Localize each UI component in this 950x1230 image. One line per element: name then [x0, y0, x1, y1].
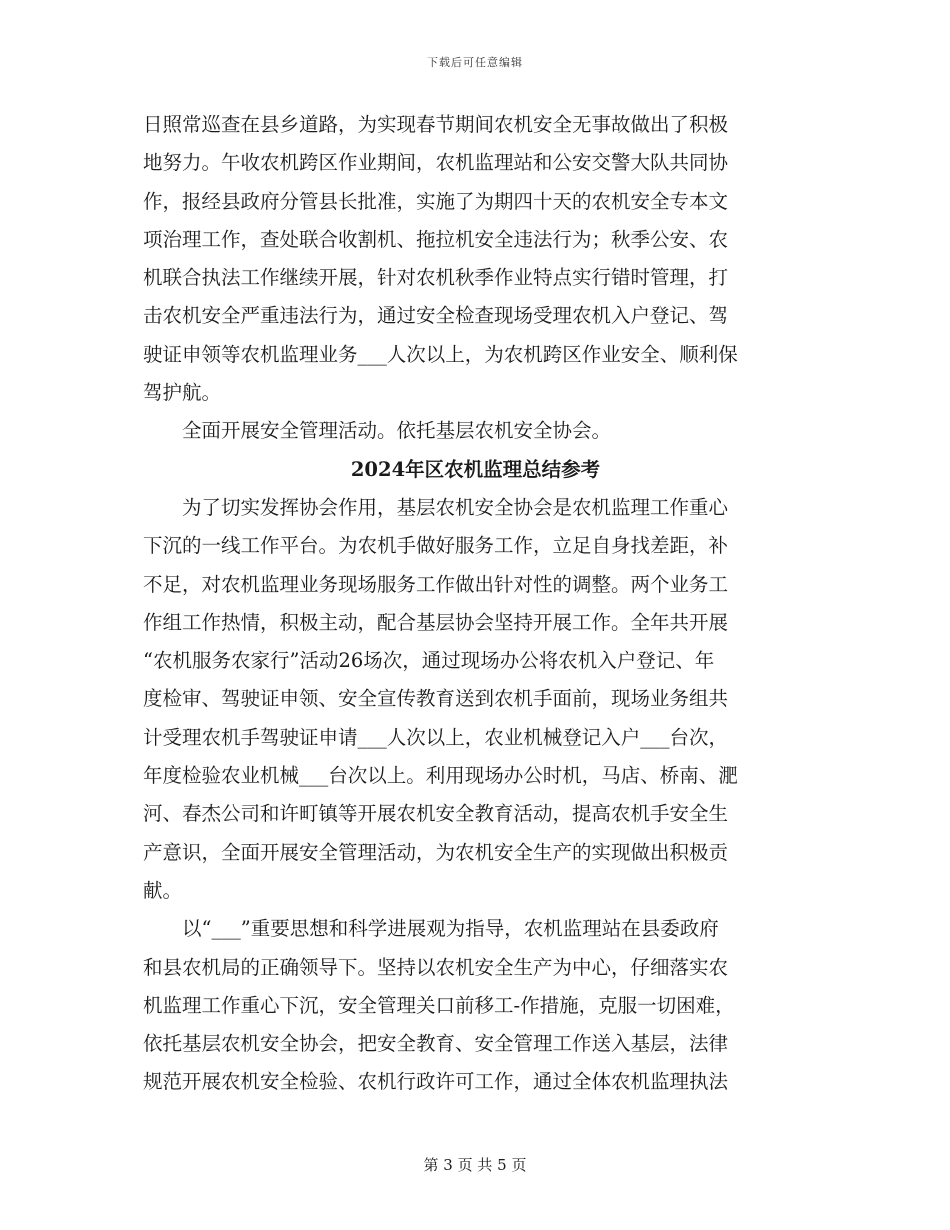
- page-header: 下载后可任意编辑: [427, 56, 523, 69]
- section-heading: 2024年区农机监理总结参考: [350, 457, 601, 481]
- text-line: 产意识，全面开展安全管理活动，为农机安全生产的实现做出积极贡: [143, 840, 729, 864]
- text-line: 全面开展安全管理活动。依托基层农机安全协会。: [143, 419, 612, 443]
- text-line: 规范开展农机安全检验、农机行政许可工作，通过全体农机监理执法: [143, 1070, 729, 1094]
- text-line: 作，报经县政府分管县长批准，实施了为期四十天的农机安全专本文: [143, 189, 729, 213]
- text-line: 日照常巡查在县乡道路，为实现春节期间农机安全无事故做出了积极: [143, 113, 729, 136]
- page-number: 第 3 页 共 5 页: [423, 1156, 527, 1174]
- text-line: 为了切实发挥协会作用，基层农机安全协会是农机监理工作重心: [143, 495, 729, 519]
- text-line: 下沉的一线工作平台。为农机手做好服务工作，立足自身找差距，补: [143, 534, 729, 558]
- text-line: 作组工作热情，积极主动，配合基层协会坚持开展工作。全年共开展: [143, 610, 729, 634]
- paragraph-2: [143, 412, 808, 450]
- text-line: 河、春杰公司和许町镇等开展农机安全教育活动，提高农机手安全生: [143, 802, 729, 826]
- text-line: 地努力。午收农机跨区作业期间，农机监理站和公安交警大队共同协: [143, 151, 729, 175]
- text-line: 依托基层农机安全协会，把安全教育、安全管理工作送入基层，法律: [143, 1032, 729, 1056]
- text-line: “农机服务农家行”活动26场次，通过现场办公将农机入户登记、年: [143, 649, 715, 673]
- text-line: 驶证申领等农机监理业务___人次以上，为农机跨区作业安全、顺利保: [143, 342, 738, 366]
- text-line: 献。: [143, 878, 183, 902]
- paragraph-4: [143, 910, 808, 1101]
- text-line: 项治理工作，查处联合收割机、拖拉机安全违法行为；秋季公安、农: [143, 227, 729, 251]
- text-line: 驾护航。: [143, 381, 222, 405]
- text-line: 年度检验农业机械___台次以上。利用现场办公时机，马店、桥南、淝: [143, 764, 738, 788]
- text-line: 度检审、驾驶证申领、安全宣传教育送到农机手面前，现场业务组共: [143, 687, 729, 711]
- text-line: 机联合执法工作继续开展，针对农机秋季作业特点实行错时管理，打: [143, 266, 729, 290]
- paragraph-1: [143, 106, 808, 412]
- text-line: 计受理农机手驾驶证申请___人次以上，农业机械登记入户___台次，: [143, 725, 729, 749]
- text-line: 机监理工作重心下沉，安全管理关口前移工-作措施，克服一切困难，: [143, 993, 735, 1017]
- paragraph-3: [143, 489, 808, 910]
- text-line: 和县农机局的正确领导下。坚持以农机安全生产为中心，仔细落实农: [143, 955, 729, 979]
- document-body: [143, 106, 808, 1102]
- text-line: 不足，对农机监理业务现场服务工作做出针对性的调整。两个业务工: [143, 572, 729, 596]
- text-line: 以“___”重要思想和科学进展观为指导，农机监理站在县委政府: [143, 917, 719, 941]
- text-line: 击农机安全严重违法行为，通过安全检查现场受理农机入户登记、驾: [143, 304, 729, 328]
